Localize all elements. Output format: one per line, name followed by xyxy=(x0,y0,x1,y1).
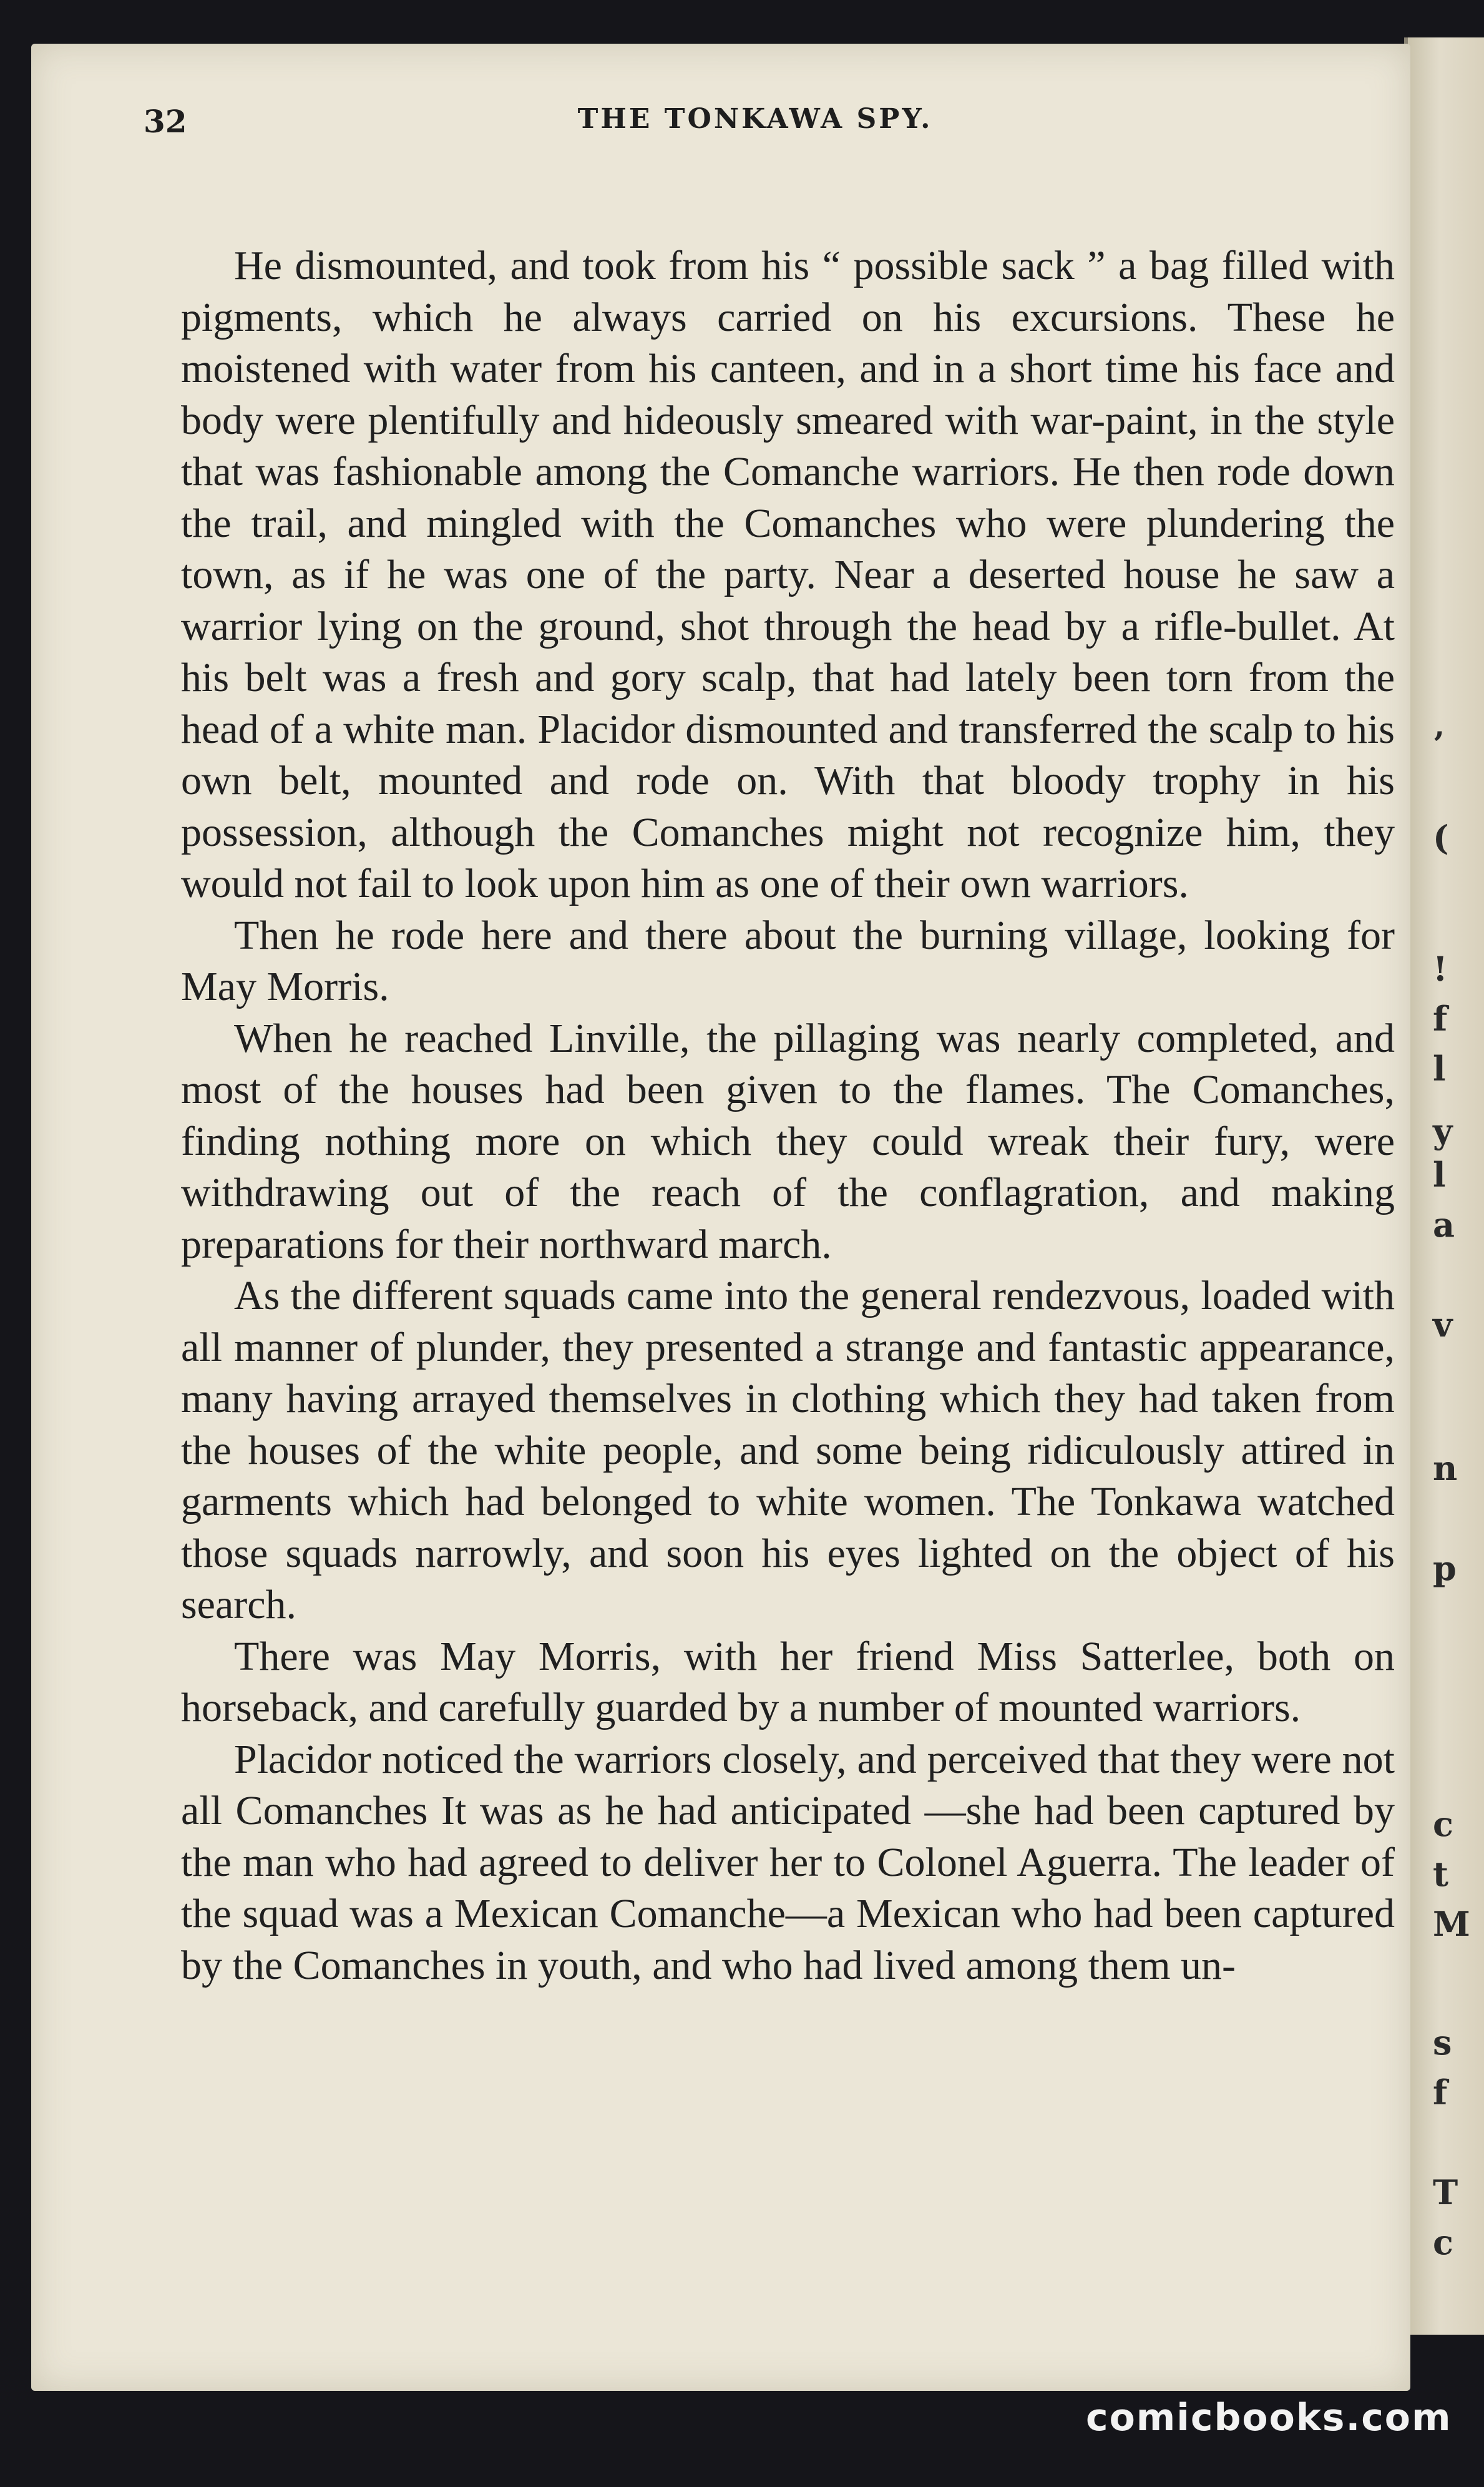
facing-page-glyph: ’ xyxy=(1433,724,1445,764)
facing-page-glyph: M xyxy=(1433,1904,1470,1944)
facing-page-glyph: y xyxy=(1433,1111,1453,1151)
paragraph: He dismounted, and took from his “ possible sack ” a bag filled with pigments, which he always carried on his excursions. These he moistened with water from his canteen, and in a short time his face and body were plentifully and hideously smeared with war-paint, in the style that was fashionable among the Comanche warriors. He then rode down the trail, and mingled with the Comanches who were plundering the town, as if he was one of the party. Near a deserted house he saw a warrior lying on the ground, shot through the head by a rifle-bullet. At his belt was a fresh and gory scalp, that had lately been torn from the head of a white man. Placidor dismounted and transferred the scalp to his own belt, mounted and rode on. With that bloody trophy in his possession, although the Comanches might not recognize him, they would not fail to look upon him as one of their own warriors. xyxy=(181,243,1395,906)
paragraph: As the different squads came into the general rendezvous, loaded with all manner of plunder, they presented a strange and fantastic appearance, many having arrayed themselves in clothing which they had taken from the houses of the white people, and some being ridiculously attired in garments which had belonged to white women. The Tonkawa watched those squads narrowly, and soon his eyes lighted on the object of his search. xyxy=(181,1273,1395,1627)
page-number: 32 xyxy=(144,103,187,140)
paragraph: Then he rode here and there about the burning village, looking for May Morris. xyxy=(181,912,1395,1009)
paragraph: There was May Morris, with her friend Miss Satterlee, both on horseback, and carefully guarded by a number of mounted warriors. xyxy=(181,1633,1395,1730)
facing-page-glyph: f xyxy=(1433,999,1448,1039)
facing-page-glyph: l xyxy=(1433,1049,1446,1089)
facing-page-glyph: ! xyxy=(1433,949,1448,989)
facing-page-glyph: t xyxy=(1433,1854,1448,1894)
facing-page-glyph: n xyxy=(1433,1448,1458,1488)
facing-page-glyph: c xyxy=(1433,1804,1453,1844)
facing-page-glyph: f xyxy=(1433,2072,1448,2112)
facing-page-edge xyxy=(1404,37,1484,2335)
watermark-logo: comicbooks.com xyxy=(1086,2396,1452,2440)
facing-page-glyph: v xyxy=(1433,1305,1453,1345)
facing-page-glyph: l xyxy=(1433,1155,1446,1195)
facing-page-glyph: s xyxy=(1433,2023,1452,2063)
facing-page-glyph: a xyxy=(1433,1205,1455,1245)
facing-page-glyph: c xyxy=(1433,2222,1453,2262)
facing-page-glyph: T xyxy=(1433,2172,1458,2212)
page-header xyxy=(144,103,1367,159)
running-head: THE TONKAWA SPY. xyxy=(577,103,933,135)
facing-page-glyph: ( xyxy=(1433,818,1449,858)
page-body xyxy=(181,240,1395,1991)
facing-page-glyph: p xyxy=(1433,1548,1457,1588)
paragraph: Placidor noticed the warriors closely, and perceived that they were not all Comanches It was as he had anticipated —she had been captured by the man who had agreed to deliver her to Colonel Aguerra. The leader of the squad was a Mexican Comanche—a Mexican who had been captured by the Comanches in youth, and who had lived among them un- xyxy=(181,1736,1395,1988)
paragraph: When he reached Linville, the pillaging was nearly completed, and most of the houses had been given to the flames. The Comanches, finding nothing more on which they could wreak their fury, were withdrawing out of the reach of the conflagration, and making preparations for their northward march. xyxy=(181,1015,1395,1267)
